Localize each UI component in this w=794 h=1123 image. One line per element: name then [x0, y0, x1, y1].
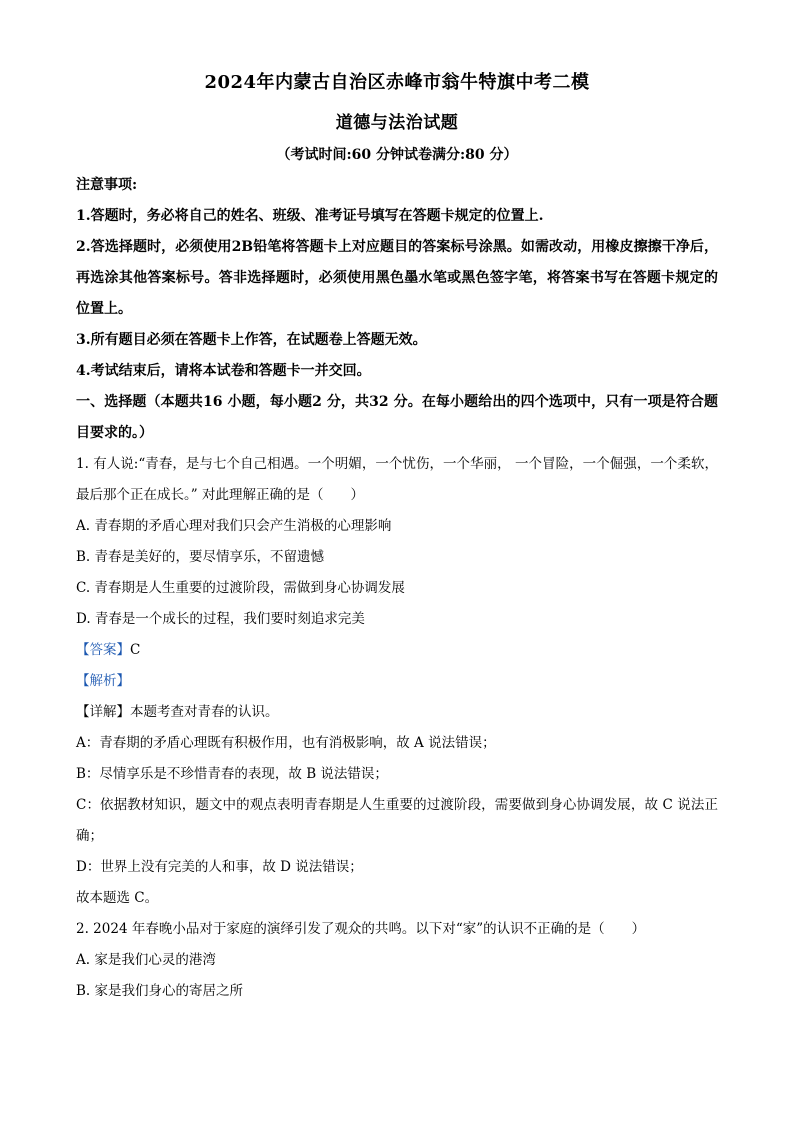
section-heading: 一、选择题（本题共16 小题，每小题2 分，共32 分。在每小题给出的四个选项中，只有一项是符合题目要求的。）	[76, 394, 718, 441]
explanation-a: A：青春期的矛盾心理既有积极作用，也有消极影响，故 A 说法错误；	[76, 735, 496, 751]
conclusion: 故本题选 C。	[76, 890, 159, 906]
question-1	[76, 449, 718, 914]
analysis-tag: 【解析】	[76, 673, 130, 689]
answer-line	[76, 635, 718, 666]
detail-tag: 【详解】	[76, 704, 130, 720]
detail-line	[76, 697, 718, 728]
explanation-d: D：世界上没有完美的人和事，故 D 说法错误；	[76, 859, 363, 875]
exam-subject-title: 道德与法治试题	[335, 113, 459, 133]
option-a: A. 青春期的矛盾心理对我们只会产生消极的心理影响	[76, 518, 392, 534]
note-item: 2.答选择题时，必须使用2B铅笔将答题卡上对应题目的答案标号涂黑。如需改动，用橡皮擦擦干净后，再选涂其他答案标号。答非选择题时，必须使用黑色墨水笔或黑色签字笔，将答案书写在答题卡规定的位置上。	[76, 239, 718, 317]
option-b: B. 家是我们身心的寄居之所	[76, 983, 244, 999]
explanation-b: B：尽情享乐是不珍惜青春的表现，故 B 说法错误；	[76, 766, 388, 782]
exam-info: （考试时间:60 分钟试卷满分:80 分）	[276, 147, 518, 163]
answer-tag: 【答案】	[76, 642, 130, 658]
option-c: C. 青春期是人生重要的过渡阶段，需做到身心协调发展	[76, 580, 405, 596]
note-item: 3.所有题目必须在答题卡上作答，在试题卷上答题无效。	[76, 332, 427, 348]
detail-text: 本题考查对青春的认识。	[130, 704, 279, 720]
notes-section	[76, 170, 718, 387]
question-stem: 2. 2024 年春晚小品对于家庭的演绎引发了观众的共鸣。以下对“家”的认识不正确的是（ ）	[76, 921, 646, 937]
explanation-c: C：依据教材知识，题文中的观点表明青春期是人生重要的过渡阶段，需要做到身心协调发展，故 C 说法正确；	[76, 797, 718, 844]
note-item: 4.考试结束后，请将本试卷和答题卡一并交回。	[76, 363, 371, 379]
option-a: A. 家是我们心灵的港湾	[76, 952, 216, 968]
answer-value: C	[130, 642, 141, 658]
note-item: 1.答题时，务必将自己的姓名、班级、准考证号填写在答题卡规定的位置上.	[76, 208, 544, 224]
exam-title: 2024年内蒙古自治区赤峰市翁牛特旗中考二模	[204, 72, 590, 93]
question-2	[76, 914, 718, 1007]
option-d: D. 青春是一个成长的过程，我们要时刻追求完美	[76, 611, 365, 627]
question-stem: 1. 有人说:“青春，是与七个自己相遇。一个明媚，一个忧伤，一个华丽， 一个冒险，一个倔强，一个柔软，最后那个正在成长。” 对此理解正确的是（ ）	[76, 456, 718, 503]
notes-heading: 注意事项:	[76, 177, 138, 193]
analysis-line	[76, 666, 718, 697]
option-b: B. 青春是美好的，要尽情享乐，不留遗憾	[76, 549, 325, 565]
